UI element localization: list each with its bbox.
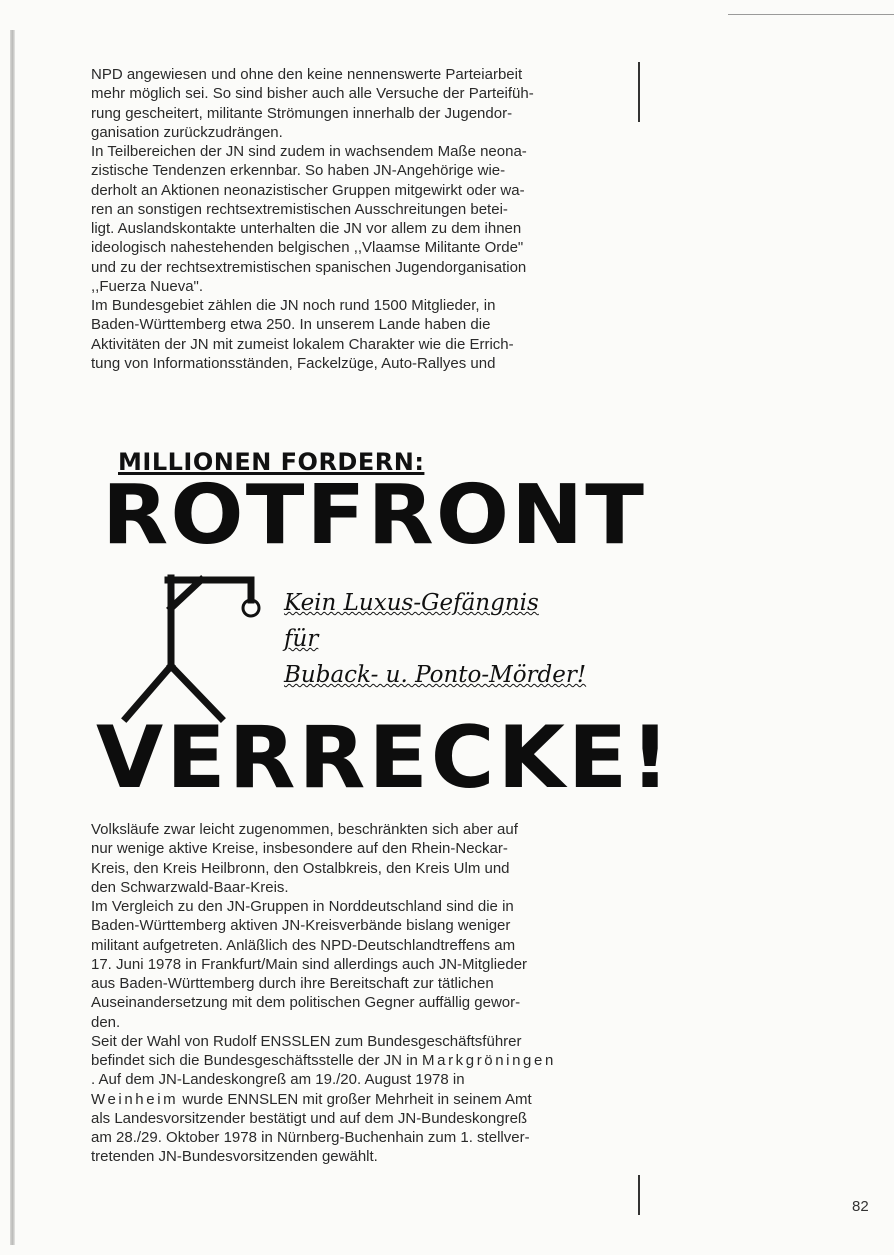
- text-line: ren an sonstigen rechtsextremistischen Ausschreitungen betei-: [91, 200, 508, 218]
- body-text-top: [91, 65, 632, 373]
- poster-headline: MILLIONEN FORDERN:: [118, 448, 425, 476]
- text-line: NPD angewiesen und ohne den keine nennenswerte Parteiarbeit: [91, 66, 523, 83]
- handwritten-line-3: Buback- u. Ponto-Mörder!: [284, 662, 587, 688]
- text-line: und zu der rechtsextremistischen spanischen Jugendorganisation: [91, 258, 527, 276]
- margin-rule-bottom: [638, 1175, 640, 1215]
- text-line: Im Vergleich zu den JN-Gruppen in Norddeutschland sind die in: [91, 898, 514, 915]
- text-line: als Landesvorsitzender bestätigt und auf dem JN-Bundeskongreß: [91, 1109, 528, 1127]
- text-line: tretenden JN-Bundesvorsitzenden gewählt.: [91, 1148, 378, 1166]
- text-line: tung von Informationsständen, Fackelzüge, Auto-Rallyes und: [91, 354, 496, 372]
- text-line: [91, 1090, 632, 1109]
- poster-slogan-top: ROTFRONT: [102, 468, 647, 563]
- text-line: derholt an Aktionen neonazistischer Gruppen mitgewirkt oder wa-: [91, 181, 525, 199]
- text-line: aus Baden-Württemberg durch ihre Bereitschaft zur tätlichen: [91, 975, 494, 992]
- text-line: den.: [91, 1013, 121, 1031]
- page-number: 82: [852, 1198, 869, 1215]
- text-line: ligt. Auslandskontakte unterhalten die JN vor allem zu dem ihnen: [91, 220, 522, 237]
- text-segment: wurde ENNSLEN mit großer Mehrheit in seinem Amt: [178, 1090, 532, 1108]
- text-line: Im Bundesgebiet zählen die JN noch rund 1500 Mitglieder, in: [91, 297, 496, 314]
- text-line: . Auf dem JN-Landeskongreß am 19./20. August 1978 in: [91, 1071, 465, 1089]
- scan-edge-shadow: [10, 30, 15, 1245]
- text-line: In Teilbereichen der JN sind zudem in wachsendem Maße neona-: [91, 143, 527, 160]
- text-segment: befindet sich die Bundesgeschäftsstelle der JN in: [91, 1052, 418, 1069]
- text-line: am 28./29. Oktober 1978 in Nürnberg-Buchenhain zum 1. stellver-: [91, 1129, 530, 1146]
- text-line: Baden-Württemberg aktiven JN-Kreisverbände bislang weniger: [91, 917, 511, 935]
- top-rule: [728, 14, 894, 15]
- poster-image: [96, 440, 673, 810]
- text-line: zistische Tendenzen erkennbar. So haben JN-Angehörige wie-: [91, 162, 506, 180]
- text-line: Baden-Württemberg etwa 250. In unserem Lande haben die: [91, 316, 491, 334]
- spaced-place-name: Weinheim: [91, 1090, 179, 1108]
- text-line: militant aufgetreten. Anläßlich des NPD-Deutschlandtreffens am: [91, 936, 516, 954]
- text-line: Aktivitäten der JN mit zumeist lokalem Charakter wie die Errich-: [91, 335, 514, 353]
- margin-rule-top: [638, 62, 640, 122]
- text-line: ideologisch nahestehenden belgischen ,,Vlaamse Militante Orde": [91, 239, 524, 257]
- text-line: 17. Juni 1978 in Frankfurt/Main sind allerdings auch JN-Mitglieder: [91, 955, 528, 973]
- text-line: Volksläufe zwar leicht zugenommen, beschränkten sich aber auf: [91, 821, 518, 838]
- text-line: ,,Fuerza Nueva".: [91, 277, 204, 295]
- body-text-bottom: [91, 820, 632, 1167]
- text-line: mehr möglich sei. So sind bisher auch alle Versuche der Parteifüh-: [91, 85, 534, 103]
- handwritten-line-2: für: [284, 626, 319, 652]
- text-line: nur wenige aktive Kreise, insbesondere auf den Rhein-Neckar-: [91, 840, 508, 858]
- text-line: Seit der Wahl von Rudolf ENSSLEN zum Bundesgeschäftsführer: [91, 1032, 522, 1050]
- text-line: rung gescheitert, militante Strömungen innerhalb der Jugendor-: [91, 104, 513, 122]
- gallows-drawing: [106, 568, 286, 728]
- text-line: [91, 1051, 632, 1070]
- text-line: Auseinandersetzung mit dem politischen Gegner auffällig gewor-: [91, 994, 521, 1012]
- spaced-place-name: Markgröningen: [422, 1052, 556, 1069]
- text-line: ganisation zurückzudrängen.: [91, 123, 283, 141]
- text-line: Kreis, den Kreis Heilbronn, den Ostalbkreis, den Kreis Ulm und: [91, 859, 510, 877]
- handwritten-line-1: Kein Luxus-Gefängnis: [284, 590, 539, 616]
- poster-slogan-bottom: VERRECKE!: [96, 708, 673, 808]
- text-line: den Schwarzwald-Baar-Kreis.: [91, 878, 289, 896]
